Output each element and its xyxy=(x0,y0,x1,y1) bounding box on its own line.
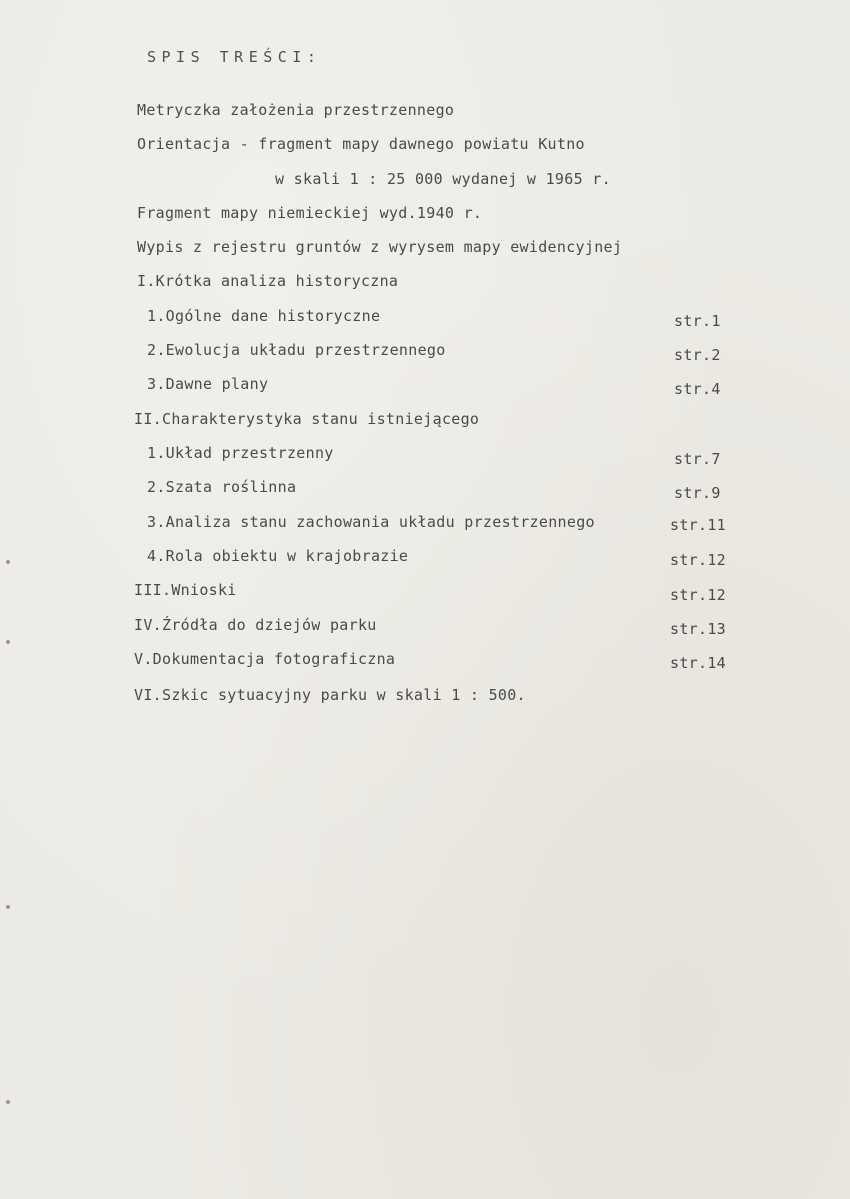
toc-section-heading: I.Krótka analiza historyczna xyxy=(137,272,399,290)
toc-page-number: str.9 xyxy=(674,484,721,502)
toc-section-heading: III.Wnioski xyxy=(134,581,237,599)
toc-entry-wypis: Wypis z rejestru gruntów z wyrysem mapy ewidencyjnej xyxy=(137,238,623,256)
toc-entry: 2.Szata roślinna xyxy=(147,478,297,496)
document-title: SPIS TREŚCI: xyxy=(147,48,322,66)
toc-page-number: str.12 xyxy=(670,586,726,604)
toc-page-number: str.2 xyxy=(674,346,721,364)
toc-entry: 1.Ogólne dane historyczne xyxy=(147,307,381,325)
toc-entry: 1.Układ przestrzenny xyxy=(147,444,334,462)
toc-entry: 2.Ewolucja układu przestrzennego xyxy=(147,341,446,359)
toc-page-number: str.1 xyxy=(674,312,721,330)
toc-entry: 3.Dawne plany xyxy=(147,375,269,393)
toc-section-heading: IV.Źródła do dziejów parku xyxy=(134,616,377,634)
toc-page-number: str.14 xyxy=(670,654,726,672)
toc-entry-orientacja-scale: w skali 1 : 25 000 wydanej w 1965 r. xyxy=(275,170,611,188)
toc-page-number: str.4 xyxy=(674,380,721,398)
toc-section-heading: VI.Szkic sytuacyjny parku w skali 1 : 500. xyxy=(134,686,526,704)
toc-page-number: str.11 xyxy=(670,516,726,534)
toc-page-number: str.13 xyxy=(670,620,726,638)
toc-entry-orientacja: Orientacja - fragment mapy dawnego powiatu Kutno xyxy=(137,135,585,153)
toc-entry-metryczka: Metryczka założenia przestrzennego xyxy=(137,101,455,119)
toc-section-heading: V.Dokumentacja fotograficzna xyxy=(134,650,396,668)
toc-entry: 3.Analiza stanu zachowania układu przestrzennego xyxy=(147,513,595,531)
toc-entry-mapa-niemiecka: Fragment mapy niemieckiej wyd.1940 r. xyxy=(137,204,483,222)
toc-page-number: str.7 xyxy=(674,450,721,468)
toc-section-heading: II.Charakterystyka stanu istniejącego xyxy=(134,410,480,428)
toc-entry: 4.Rola obiektu w krajobrazie xyxy=(147,547,409,565)
toc-page-number: str.12 xyxy=(670,551,726,569)
